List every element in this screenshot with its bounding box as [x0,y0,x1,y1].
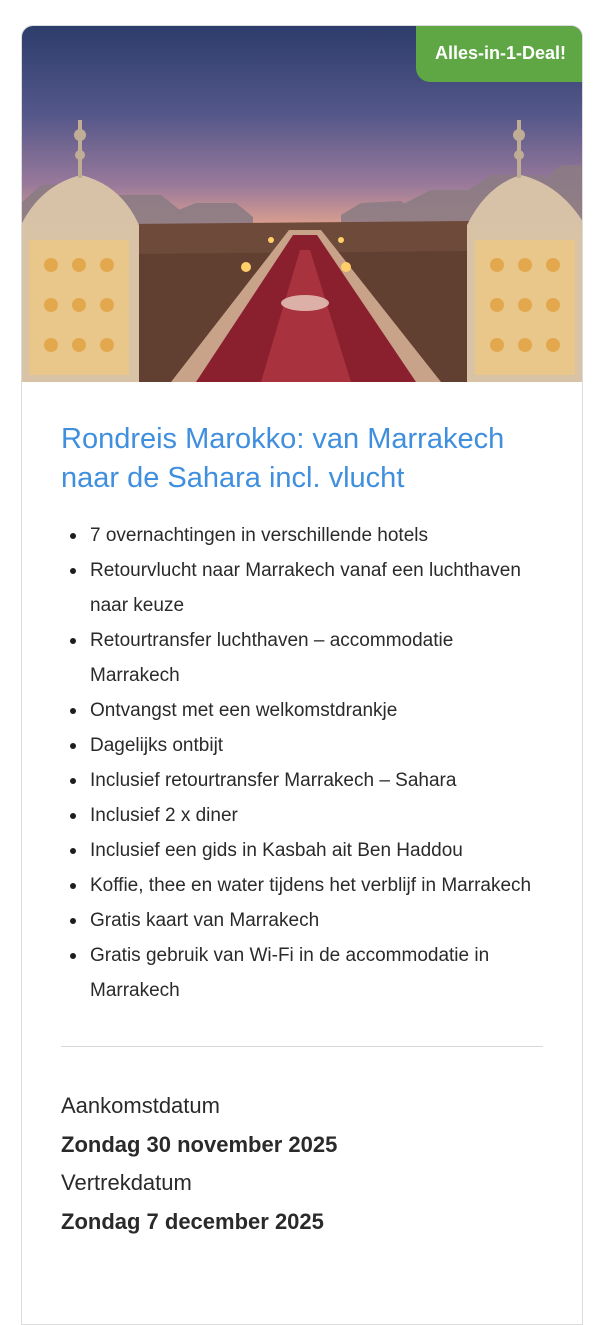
list-item: Gratis gebruik van Wi-Fi in de accommodatie in Marrakech [90,938,543,1008]
departure-label: Vertrekdatum [61,1170,192,1195]
list-item: Inclusief retourtransfer Marrakech – Sahara [90,763,543,798]
list-item: Gratis kaart van Marrakech [90,903,543,938]
list-item: Dagelijks ontbijt [90,728,543,763]
list-item: Inclusief een gids in Kasbah ait Ben Haddou [90,833,543,868]
list-item: Koffie, thee en water tijdens het verblijf in Marrakech [90,868,543,903]
date-section [61,1087,543,1241]
list-item: Retourvlucht naar Marrakech vanaf een luchthaven naar keuze [90,553,543,623]
deal-badge: Alles-in-1-Deal! [416,25,583,82]
feature-list [61,518,543,1008]
deal-title[interactable]: Rondreis Marokko: van Marrakech naar de Sahara incl. vlucht [61,423,505,494]
list-item: 7 overnachtingen in verschillende hotels [90,518,543,553]
arrival-label: Aankomstdatum [61,1093,220,1118]
list-item: Ontvangst met een welkomstdrankje [90,693,543,728]
list-item: Retourtransfer luchthaven – accommodatie Marrakech [90,623,543,693]
hero-image[interactable] [21,25,583,382]
list-item: Inclusief 2 x diner [90,798,543,833]
deal-content [22,420,582,1241]
arrival-date: Zondag 30 november 2025 [61,1132,338,1157]
departure-date: Zondag 7 december 2025 [61,1209,324,1234]
deal-card[interactable] [21,25,583,1325]
divider [61,1046,543,1047]
